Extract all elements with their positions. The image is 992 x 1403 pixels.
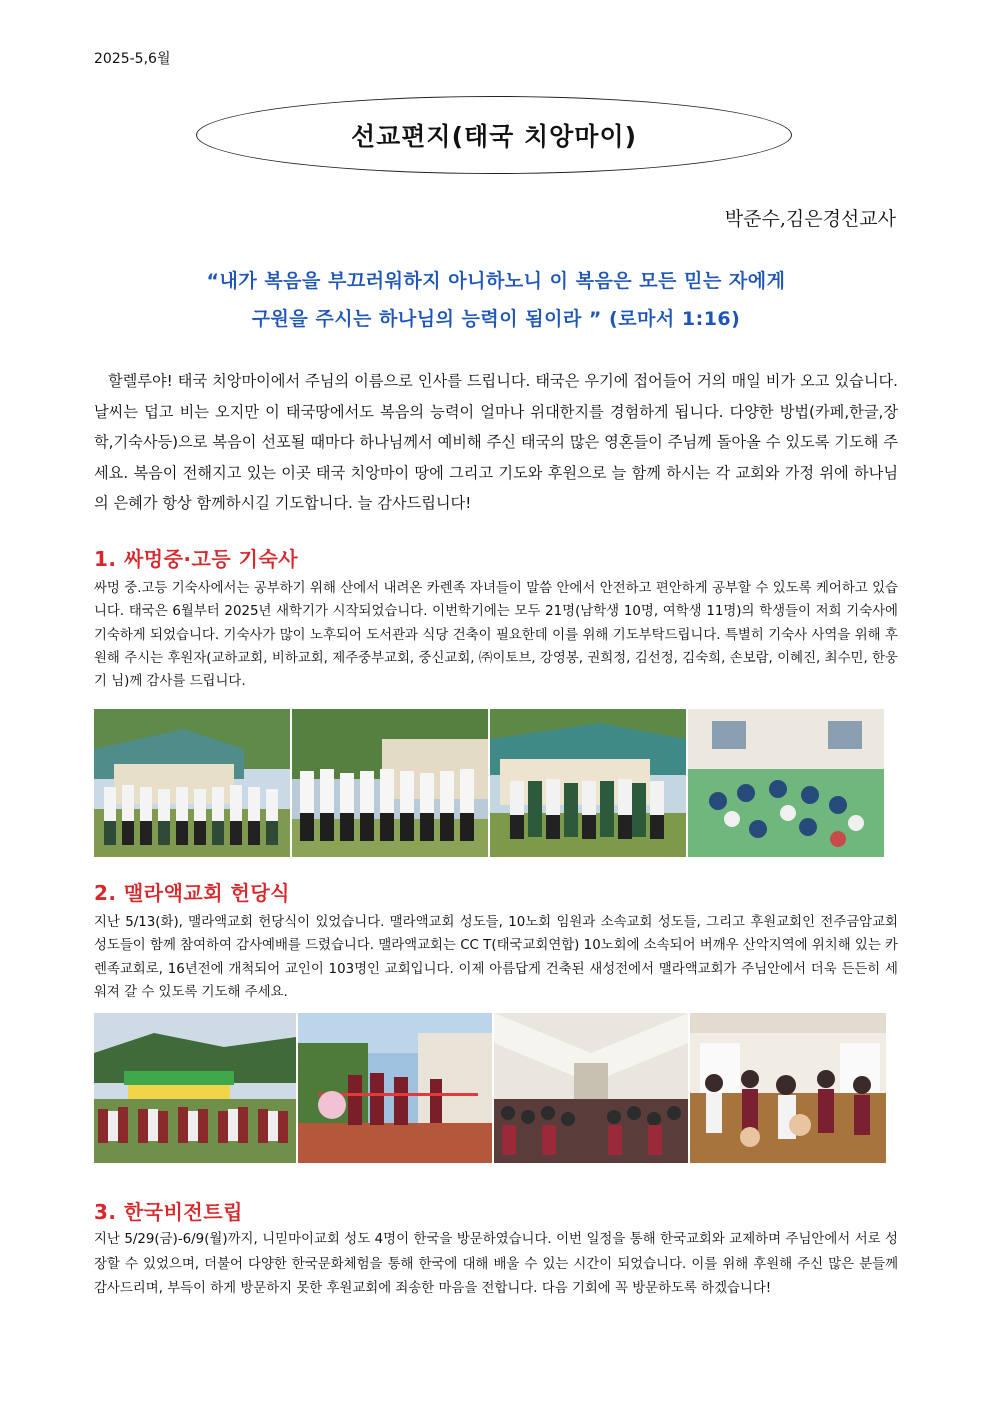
intro-paragraph: 할렐루야! 태국 치앙마이에서 주님의 이름으로 인사를 드립니다. 태국은 우기에 접어들어 거의 매일 비가 오고 있습니다. 날씨는 덥고 비는 오지만 이 태국땅에서도 복음의 능력이 얼마나 위대한지를 경험하게 됩니다. 다양한 방법(카페,한글,장학,기숙사등)으로 복음이 선포될 때마다 하나님께서 예비해 주신 태국의 많은 영혼들이 주님께 돌아올 수 있도록 기도해 주세요. 복음이 전해지고 있는 이곳 태국 치앙마이 땅에 그리고 기도와 후원으로 늘 함께 하시는 각 교회와 가정 위에 하나님의 은혜가 항상 함께하시길 기도합니다. 늘 감사드립니다!: [94, 372, 898, 512]
section-1-title: 1. 싸멍중·고등 기숙사: [94, 547, 299, 571]
letter-date: 2025-5,6월: [94, 51, 171, 67]
photo-church-outdoor-crowd: [94, 1013, 296, 1163]
section-2-text: 지난 5/13(화), 맬라액교회 헌당식이 있었습니다. 맬라액교회 성도들, 10노회 임원과 소속교회 성도들, 그리고 후원교회인 전주금암교회 성도들이 함께 참여하여 감사예배를 드렸습니다. 맬라액교회는 CC T(태국교회연합) 10노회에 소속되어 버깨우 산악지역에 위치해 있는 카렌족교회로, 16년전에 개척되어 교인이 103명인 교회입니다. 이제 아름답게 건축된 새성전에서 맬라액교회가 주님안에서 더욱 든든히 세워져 갈 수 있도록 기도해 주세요.: [94, 915, 898, 1000]
photo-dorm-students-2: [292, 709, 488, 857]
section-2-title: 2. 맬라액교회 헌당식: [94, 881, 290, 905]
section-3-text: 지난 5/29(금)-6/9(월)까지, 니믿마이교회 성도 4명이 한국을 방문하였습니다. 이번 일정을 통해 한국교회와 교제하며 주님안에서 서로 성장할 수 있었으며, 더불어 다양한 한국문화체험을 통해 한국에 대해 배울 수 있는 시간이 되었습니다. 이를 위해 후원해 주신 많은 분들께 감사드리며, 부득이 하게 방문하지 못한 후원교회에 죄송한 마음을 전합니다. 다음 기회에 꼭 방문하도록 하겠습니다!: [94, 1232, 898, 1296]
photo-church-ribbon-cutting: [298, 1013, 492, 1163]
photo-dorm-students-3: [490, 709, 686, 857]
section-1-text: 싸멍 중.고등 기숙사에서는 공부하기 위해 산에서 내려온 카렌족 자녀들이 말씀 안에서 안전하고 편안하게 공부할 수 있도록 케어하고 있습니다. 태국은 6월부터 2025년 새학기가 시작되었습니다. 이번학기에는 모두 21명(남학생 10명, 여학생 11명)의 학생들이 저희 기숙사에 기숙하게 되었습니다. 기숙사가 많이 노후되어 도서관과 식당 건축이 필요한데 이를 위해 기도부탁드립니다. 특별히 기숙사 사역을 위해 후원해 주시는 후원자(교하교회, 비하교회, 제주중부교회, 중신교회, ㈜이토브, 강영봉, 권희정, 김선정, 김숙희, 손보람, 이혜진, 최수민, 한웅기 님)께 감사를 드립니다.: [94, 581, 898, 690]
section-3-title: 3. 한국비전트립: [94, 1200, 243, 1224]
photo-dorm-students-1: [94, 709, 290, 857]
photo-church-interior-worship: [494, 1013, 688, 1163]
title-ellipse: [196, 96, 792, 174]
letter-title: 선교편지(태국 치앙마이): [350, 122, 638, 151]
authors: 박준수,김은경선교사: [724, 208, 896, 230]
photo-church-congregation: [690, 1013, 886, 1163]
verse-line-2: 구원을 주시는 하나님의 능력이 됨이라 ” (로마서 1:16): [251, 308, 741, 330]
photo-dorm-indoor-meeting: [688, 709, 884, 857]
verse-line-1: “내가 복음을 부끄러워하지 아니하노니 이 복음은 모든 믿는 자에게: [206, 270, 786, 292]
bible-verse: [94, 262, 898, 338]
section-1-photos: [94, 709, 884, 857]
section-2-photos: [94, 1013, 886, 1163]
